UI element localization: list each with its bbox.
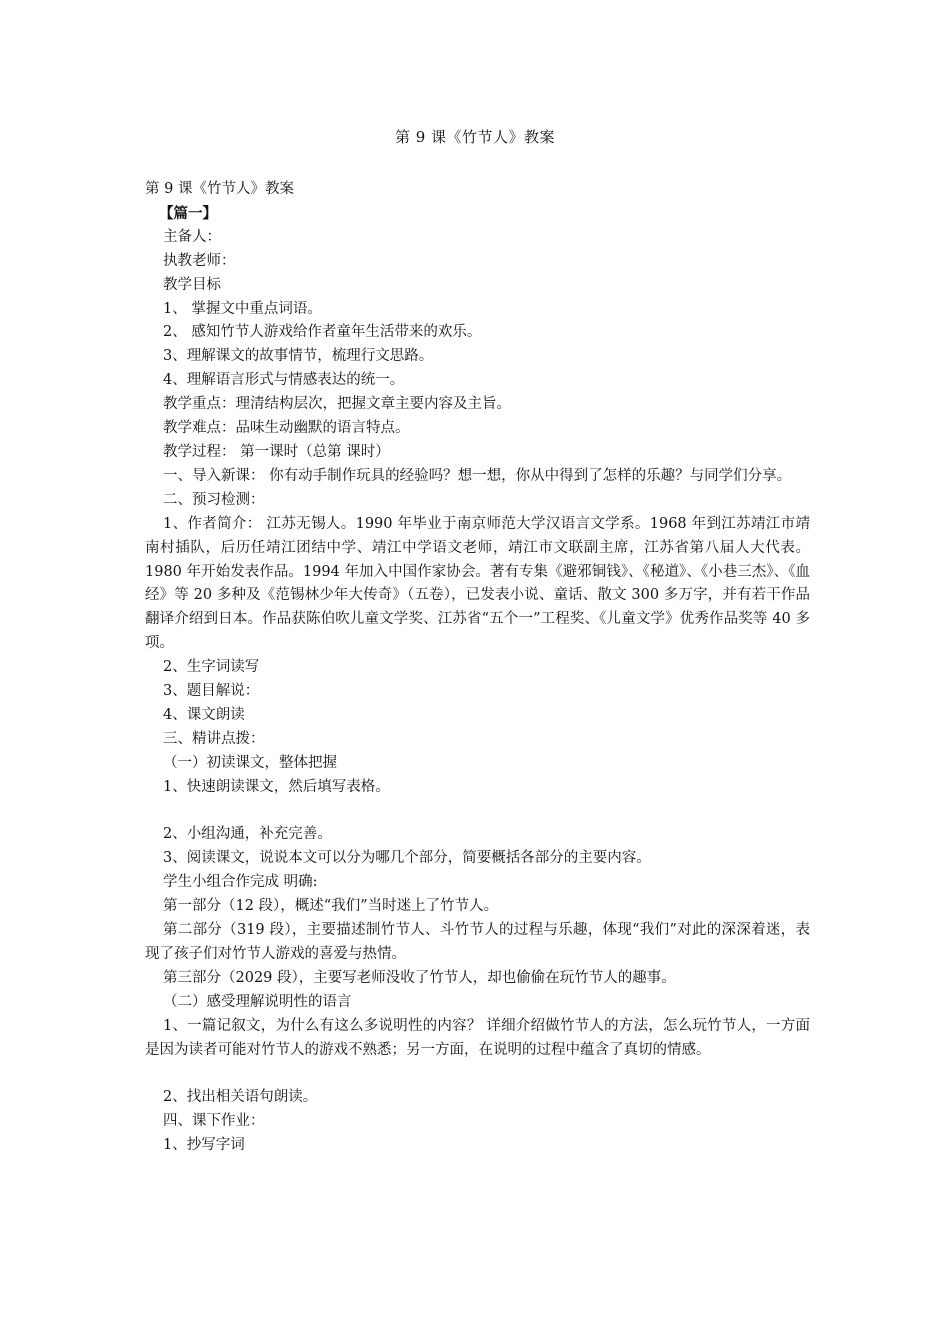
text-line: 3、阅读课文，说说本文可以分为哪几个部分，简要概括各部分的主要内容。 (163, 850, 651, 867)
text-line: 执教老师： (163, 252, 236, 269)
q1-paragraph: 1、一篇记叙文，为什么有这么多说明性的内容？ 详细介绍做竹节人的方法，怎么玩竹节人，一方面是因为读者可能对竹节人的游戏不熟悉；另一方面，在说明的过程中蕴含了真切的情感。 (145, 1017, 810, 1058)
text-line: 2、找出相关语句朗读。 (163, 1089, 318, 1106)
text-line: 三、精讲点拨： (163, 730, 265, 747)
part3-line: 第三部分（2029 段），主要写老师没收了竹节人，却也偷偷在玩竹节人的趣事。 (163, 969, 676, 986)
intro-paragraph: 一、导入新课： 你有动手制作玩具的经验吗？想一想，你从中得到了怎样的乐趣？与同学们分享。 (163, 467, 792, 484)
text-line: 2、 感知竹节人游戏给作者童年生活带来的欢乐。 (163, 324, 482, 341)
text-line: 1、抄写字词 (163, 1137, 245, 1154)
section-label: 【篇一】 (159, 204, 217, 222)
text-line: 1、 掌握文中重点词语。 (163, 300, 322, 317)
document-body (145, 178, 810, 1158)
text-line: 学生小组合作完成 明确: (163, 874, 318, 891)
text-line: 2、生字词读写 (163, 659, 260, 676)
text-line: 4、课文朗读 (163, 706, 245, 723)
author-paragraph: 1、作者简介： 江苏无锡人。1990 年毕业于南京师范大学汉语言文学系。1968 年到江苏靖江市靖南村插队，后历任靖江团结中学、靖江中学语文老师，靖江市文联副主席，江苏省第八届人大代表。1980 年开始发表作品。1994 年加入中国作家协会。著有专集《避邪铜钱》、《秘道》、《小巷三杰》、《血经》等 20 多种及《范锡林少年大传奇》（五卷），已发表小说、童话、散文 300 多万字，并有若干作品翻译介绍到日本。作品获陈伯吹儿童文学奖、江苏省“五个一”工程奖、《儿童文学》优秀作品奖等 40 多项。 (145, 515, 810, 652)
sub-heading: （一）初读课文，整体把握 (163, 754, 337, 771)
text-line: 主备人： (163, 228, 221, 245)
blank-space (145, 1063, 810, 1087)
preview-heading: 二、预习检测： (163, 491, 265, 508)
text-line: 1、快速朗读课文，然后填写表格。 (163, 778, 390, 795)
text-line: 3、题目解说： (163, 683, 260, 700)
text-line: 四、课下作业： (163, 1113, 265, 1130)
document-title: 第 9 课《竹节人》教案 (394, 128, 556, 146)
text-line: 教学目标 (163, 276, 221, 293)
document-heading: 第 9 课《竹节人》教案 (145, 181, 294, 197)
text-line: 教学过程： 第一课时（总第 课时） (163, 443, 390, 460)
blank-table-space (145, 800, 810, 824)
text-line: 第一部分（12 段），概述“我们”当时迷上了竹节人。 (163, 898, 499, 915)
text-line: 教学重点：理清结构层次，把握文章主要内容及主旨。 (163, 396, 511, 413)
text-line: 教学难点：品味生动幽默的语言特点。 (163, 420, 410, 437)
text-line: 4、理解语言形式与情感表达的统一。 (163, 372, 405, 389)
sub-heading: （二）感受理解说明性的语言 (163, 993, 352, 1010)
text-line: 2、小组沟通，补充完善。 (163, 826, 332, 843)
part2-paragraph: 第二部分（319 段），主要描述制竹节人、斗竹节人的过程与乐趣，体现“我们”对此的深深着迷，表现了孩子们对竹节人游戏的喜爱与热情。 (145, 922, 810, 962)
text-line: 3、理解课文的故事情节，梳理行文思路。 (163, 348, 434, 365)
